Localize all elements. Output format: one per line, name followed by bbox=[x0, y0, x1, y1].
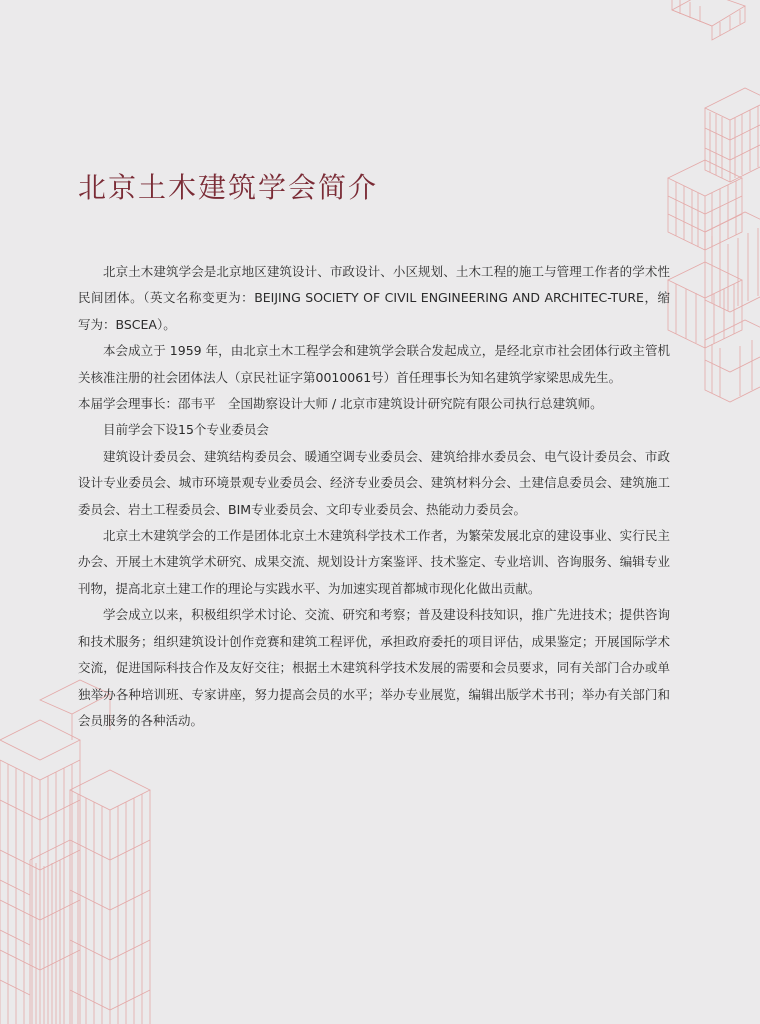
paragraph-mission: 北京土木建筑学会的工作是团体北京土木建筑科学技术工作者，为繁荣发展北京的建设事业、实行民主办会、开展土木建筑学术研究、成果交流、规划设计方案鉴评、技术鉴定、专业培训、咨询服务、编辑专业刊物，提高北京土建工作的理论与实践水平、为加速实现首都城市现化化做出贡献。 bbox=[78, 528, 670, 596]
right-side-cubes bbox=[668, 88, 760, 402]
top-right-cubes bbox=[672, 0, 745, 40]
paragraph-committees-list: 建筑设计委员会、建筑结构委员会、暖通空调专业委员会、建筑给排水委员会、电气设计委员会、市政设计专业委员会、城市环境景观专业委员会、经济专业委员会、建筑材料分会、土建信息委员会、建筑施工委员会、岩土工程委员会、BIM专业委员会、文印专业委员会、热能动力委员会。 bbox=[78, 448, 670, 517]
paragraph-overview: 北京土木建筑学会是北京地区建筑设计、市政设计、小区规划、土木工程的施工与管理工作者的学术性民间团体。（英文名称变更为：BEIJING SOCIETY OF CIVIL ENGINEERING AND ARCHITEC-TURE，缩写为：BSCEA）。 bbox=[78, 264, 670, 332]
paragraph-history: 本会成立于 1959 年，由北京土木工程学会和建筑学会联合发起成立，是经北京市社会团体行政主管机关核准注册的社会团体法人（京民社证字第0010061号）首任理事长为知名建筑学家梁思成先生。 bbox=[78, 343, 670, 385]
page-title: 北京土木建筑学会简介 bbox=[78, 171, 379, 204]
paragraph-committees-intro: 目前学会下设15个专业委员会 bbox=[103, 422, 269, 438]
introduction-body bbox=[78, 259, 670, 734]
paragraph-president: 本届学会理事长：邵韦平 全国勘察设计大师 / 北京市建筑设计研究院有限公司执行总建筑师。 bbox=[78, 396, 603, 412]
paragraph-activities: 学会成立以来，积极组织学术讨论、交流、研究和考察；普及建设科技知识，推广先进技术；提供咨询和技术服务；组织建筑设计创作竞赛和建筑工程评优，承担政府委托的项目评估，成果鉴定；开展国际学术交流，促进国际科技合作及友好交往；根据土木建筑科学技术发展的需要和会员要求，同有关部门合办或单独举办各种培训班、专家讲座，努力提高会员的水平；举办专业展览，编辑出版学术书刊；举办有关部门和会员服务的各种活动。 bbox=[78, 607, 670, 728]
